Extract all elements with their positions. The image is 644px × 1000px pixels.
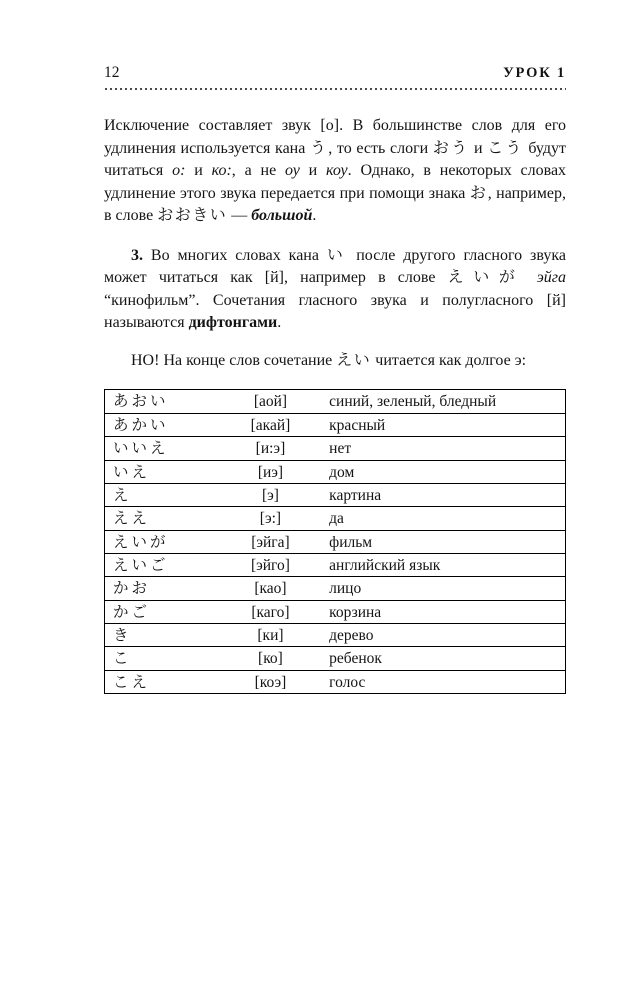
text-segment: “кинофильм”. Сочетания гласного звука и полугласного [й] называются	[104, 291, 566, 332]
lesson-title: УРОК 1	[503, 65, 566, 81]
pronunciation-cell: [каго]	[220, 600, 321, 623]
text-segment: .	[312, 207, 317, 225]
meaning-cell: нет	[321, 437, 565, 460]
kana-cell: あかい	[105, 413, 220, 436]
kana-text: こう	[487, 139, 524, 157]
italic-text: ко:	[211, 162, 232, 180]
kana-cell: いえ	[105, 460, 220, 483]
kana-cell: えいが	[105, 530, 220, 553]
text-segment: , а не	[231, 162, 286, 180]
pronunciation-cell: [ки]	[220, 624, 321, 647]
meaning-cell: корзина	[321, 600, 565, 623]
paragraph-item-3	[104, 245, 566, 335]
table-row	[105, 577, 566, 600]
pronunciation-cell: [эйго]	[220, 553, 321, 576]
kana-cell: こえ	[105, 670, 220, 693]
text-segment: и	[469, 139, 488, 157]
bold-term: дифтонгами	[188, 314, 278, 332]
vocab-table-body	[105, 390, 566, 694]
table-row	[105, 670, 566, 693]
table-row	[105, 437, 566, 460]
table-row	[105, 600, 566, 623]
vocab-table	[104, 389, 566, 694]
text-segment: НО! На конце слов сочетание	[131, 351, 337, 369]
kana-text: い	[326, 246, 349, 264]
text-segment: и	[185, 162, 212, 180]
table-row	[105, 413, 566, 436]
page-number: 12	[104, 64, 120, 81]
bold-italic-text: большой	[251, 207, 313, 225]
kana-cell: き	[105, 624, 220, 647]
table-row	[105, 530, 566, 553]
meaning-cell: картина	[321, 483, 565, 506]
text-segment: , то есть слоги	[328, 139, 433, 157]
header-dotted-rule	[104, 87, 566, 91]
meaning-cell: лицо	[321, 577, 565, 600]
kana-text: えい	[336, 351, 372, 369]
kana-cell: あおい	[105, 390, 220, 413]
meaning-cell: красный	[321, 413, 565, 436]
pronunciation-cell: [эйга]	[220, 530, 321, 553]
meaning-cell: фильм	[321, 530, 565, 553]
kana-cell: こ	[105, 647, 220, 670]
text-segment: Исключение составляет звук [о]. В большинстве слов для его удлинения используется кана	[104, 117, 566, 157]
italic-text: эйга	[524, 269, 566, 287]
kana-text: おう	[432, 139, 470, 157]
text-segment: . Однако, в некоторых словах удлинение этого звука передается при помощи знака	[104, 162, 567, 202]
kana-cell: いいえ	[105, 437, 220, 460]
table-row	[105, 624, 566, 647]
pronunciation-cell: [э]	[220, 483, 321, 506]
meaning-cell: английский язык	[321, 553, 565, 576]
kana-cell: ええ	[105, 507, 220, 530]
table-row	[105, 390, 566, 413]
meaning-cell: дерево	[321, 624, 565, 647]
text-segment: будут читаться	[104, 139, 566, 180]
meaning-cell: голос	[321, 670, 565, 693]
text-segment: читается как долгое э:	[371, 351, 527, 369]
text-segment: Во многих словах кана	[143, 246, 327, 264]
pronunciation-cell: [э:]	[220, 507, 321, 530]
kana-text: おおきい	[157, 207, 228, 225]
paragraph-note	[104, 350, 566, 373]
kana-cell: え	[105, 483, 220, 506]
paragraph-o-exception	[104, 115, 566, 228]
pronunciation-cell: [аой]	[220, 390, 321, 413]
pronunciation-cell: [иэ]	[220, 460, 321, 483]
pronunciation-cell: [ко]	[220, 647, 321, 670]
kana-text: えいが	[447, 269, 525, 287]
text-segment: .	[277, 314, 282, 332]
text-segment: , например, в слове	[104, 184, 566, 225]
meaning-cell: да	[321, 507, 565, 530]
italic-text: о:	[172, 162, 186, 180]
kana-text: お	[469, 184, 488, 202]
text-segment: после другого гласного звука может читаться как [й], например в слове	[104, 246, 566, 287]
italic-text: коу	[326, 162, 348, 180]
pronunciation-cell: [као]	[220, 577, 321, 600]
pronunciation-cell: [коэ]	[220, 670, 321, 693]
table-row	[105, 460, 566, 483]
kana-text: う	[310, 139, 329, 157]
meaning-cell: дом	[321, 460, 565, 483]
kana-cell: かお	[105, 577, 220, 600]
text-segment: и	[299, 162, 326, 180]
table-row	[105, 553, 566, 576]
table-row	[105, 483, 566, 506]
item-number: 3.	[131, 246, 143, 264]
meaning-cell: синий, зеленый, бледный	[321, 390, 565, 413]
kana-cell: かご	[105, 600, 220, 623]
meaning-cell: ребенок	[321, 647, 565, 670]
italic-text: оу	[285, 162, 300, 180]
table-row	[105, 647, 566, 670]
table-row	[105, 507, 566, 530]
page-header	[104, 64, 566, 82]
pronunciation-cell: [акай]	[220, 413, 321, 436]
pronunciation-cell: [и:э]	[220, 437, 321, 460]
kana-cell: えいご	[105, 553, 220, 576]
text-segment: —	[227, 207, 252, 225]
